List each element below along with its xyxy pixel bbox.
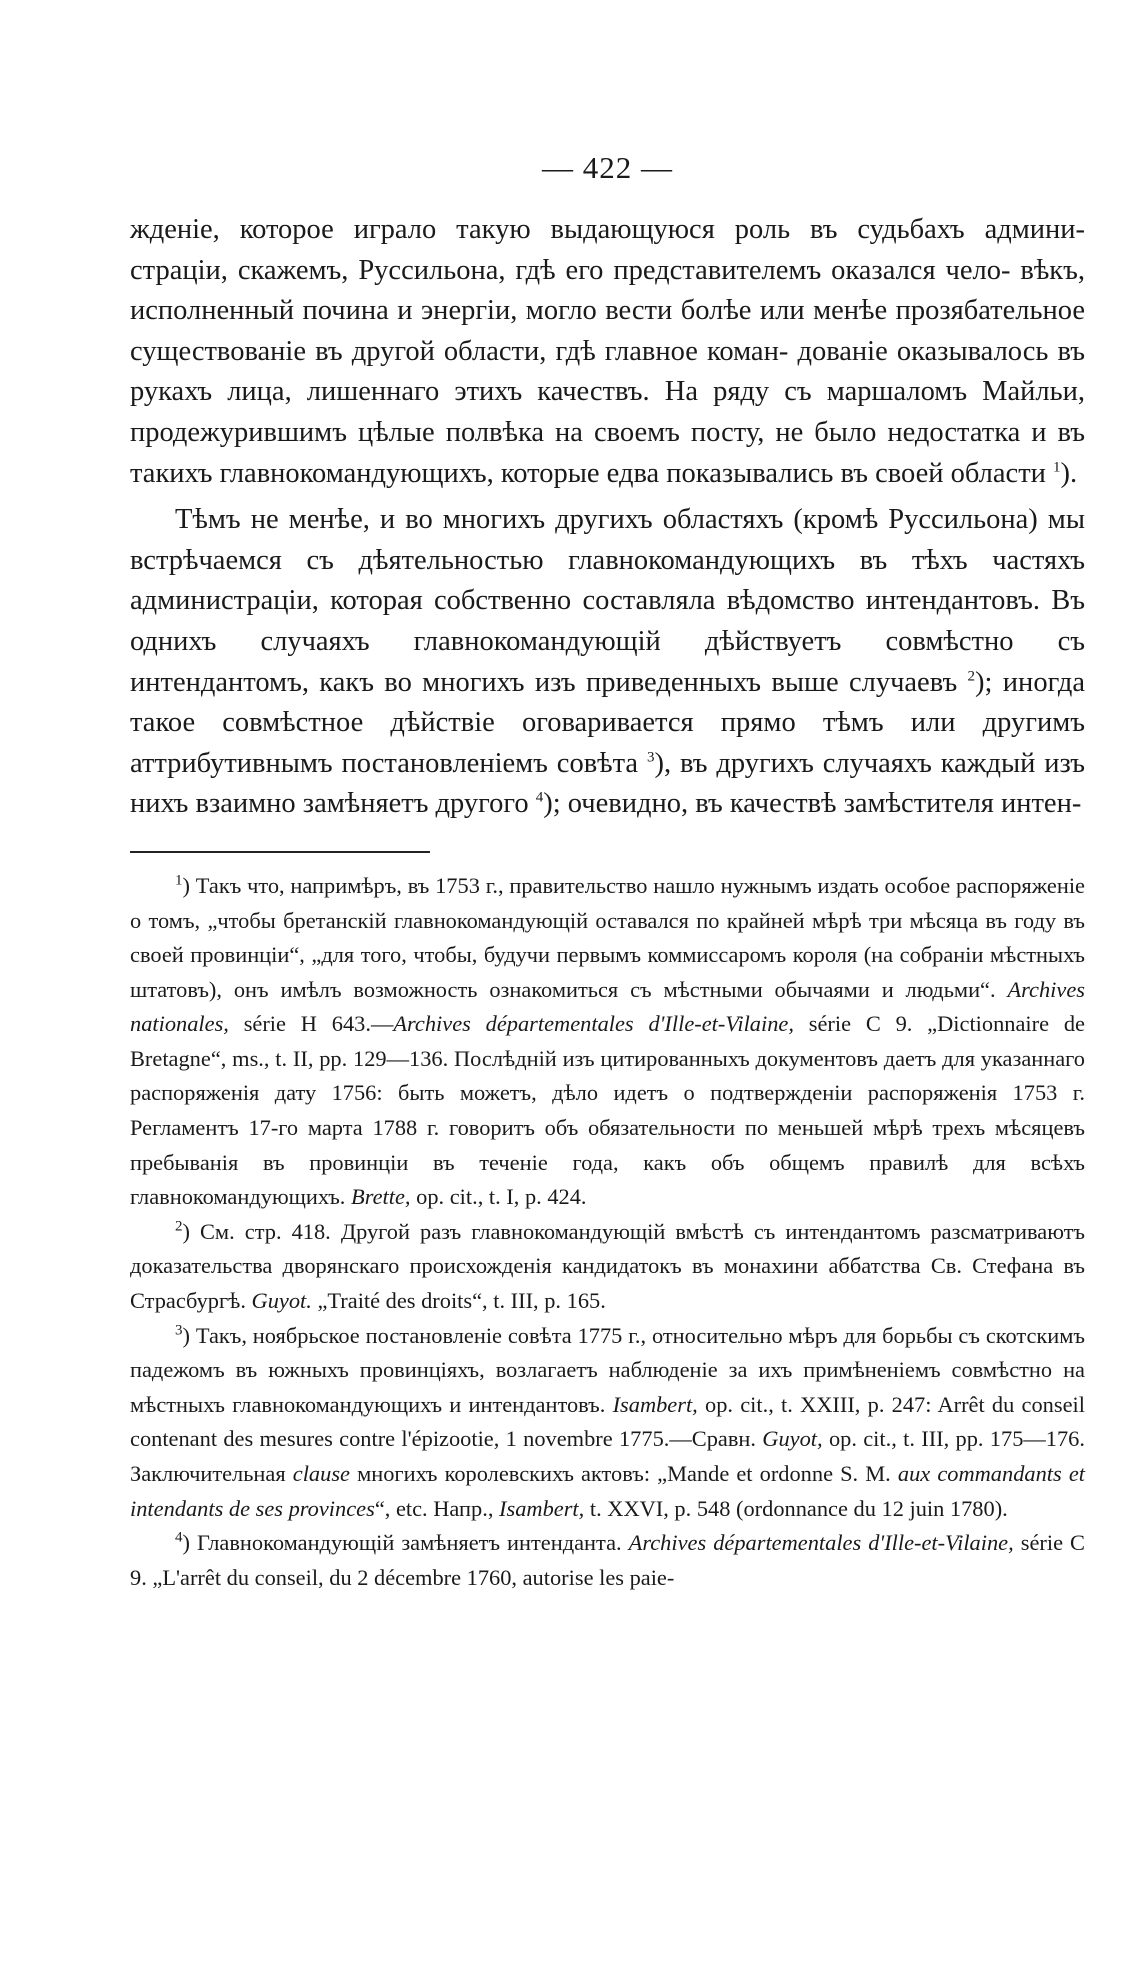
footnote-4-marker: 4 — [175, 1529, 183, 1546]
footnote-3-citation: Isambert, — [612, 1391, 698, 1417]
footnote-4 — [130, 1526, 1085, 1595]
footnote-3-text: op. cit., t. XXIII, p. 247: Arrêt du conseil contenant des mesures contre l'épizootie, 1 novembre 1775.—Сравн. — [130, 1391, 1085, 1452]
footnote-3-citation: aux commandants et intendants de ses provinces — [130, 1461, 1085, 1521]
footnote-ref-1: 1 — [1053, 459, 1061, 476]
p2-text-a: Тѣмъ не менѣе, и во многихъ другихъ областяхъ (кромѣ Руссильона) мы встрѣчаемся съ дѣятельностью главнокомандующихъ въ тѣхъ частяхъ администраціи, которая собственно составляла вѣдомство интендантовъ. Въ однихъ случаяхъ главнокомандующій дѣйствуетъ совмѣстно съ интендантомъ, какъ во многихъ изъ приведенныхъ выше случаевъ — [130, 504, 1085, 698]
p2-text-c: ), въ другихъ случаяхъ каждый изъ нихъ взаимно замѣняетъ другого — [130, 747, 1085, 820]
p1-line-5: дованіе оказывалось въ рукахъ лица, лишеннаго этихъ качествъ. — [130, 335, 1085, 408]
footnote-1 — [130, 869, 1085, 1215]
footnote-2-text: „Traité des droits“, t. III, p. 165. — [317, 1288, 606, 1314]
main-text — [130, 210, 1085, 825]
footnote-ref-4: 4 — [535, 789, 544, 806]
footnote-1-text: série C 9. „Dictionnaire de Bretagne“, ms., t. II, pp. 129—136. Послѣдній изъ цитированныхъ документовъ даетъ для указаннаго распоряженія дату 1756: быть можетъ, дѣло идетъ о подтвержденіи распоряженія 1753 г. Регламентъ 17-го марта 1788 г. говоритъ объ обязательности по меньшей мѣрѣ трехъ мѣсяцевъ пребыванія въ провинціи въ теченіе года, какъ объ общемъ правилѣ для всѣхъ главнокомандующихъ. — [130, 1011, 1085, 1210]
footnote-1-citation: Brette, — [351, 1184, 411, 1210]
footnote-3-text: op. cit., t. III, pp. 175—176. Заключительная — [130, 1426, 1085, 1486]
book-page — [130, 150, 1085, 1595]
footnote-2-citation: Guyot. — [251, 1288, 312, 1314]
footnote-1-citation: Archives nationales, — [130, 976, 1085, 1037]
p1-line-7: своемъ посту, не было недостатка и въ такихъ главнокомандующихъ, — [130, 416, 1086, 489]
footnote-2 — [130, 1215, 1085, 1319]
footnote-1-text: ) Такъ что, напримѣръ, въ 1753 г., правительство нашло нужнымъ издать особое распоряженіе о томъ, „чтобы бретанскій главнокомандующій оставался по крайней мѣрѣ три мѣсяца въ году въ своей провинціи“, „для того, чтобы, будучи первымъ коммиссаромъ короля (на собраніи мѣстныхъ штатовъ), онъ имѣлъ возможность ознакомиться съ мѣстными обычаями и людьми“. — [130, 872, 1085, 1002]
footnote-3 — [130, 1319, 1085, 1527]
footnote-4-citation: Archives départementales d'Ille-et-Vilaine, — [628, 1530, 1014, 1556]
p1-line-4: прозябательное существованіе въ другой области, гдѣ главное коман- — [130, 295, 1085, 367]
footnote-3-citation: clause — [292, 1461, 350, 1486]
footnote-4-text: série C 9. „L'arrêt du conseil, du 2 décembre 1760, autorise les paie- — [130, 1530, 1085, 1590]
footnote-divider — [130, 851, 430, 853]
footnote-ref-2: 2 — [967, 668, 976, 685]
paragraph-2 — [130, 500, 1085, 825]
footnotes — [130, 869, 1085, 1595]
p2-text-d: ); очевидно, въ качествѣ замѣстителя интен- — [543, 788, 1082, 820]
footnote-2-marker: 2 — [175, 1218, 183, 1235]
p1-line-6: На ряду съ маршаломъ Майльи, продежурившимъ цѣлые полвѣка на — [130, 376, 1085, 448]
footnote-1-text: série H 643.— — [243, 1011, 394, 1037]
paragraph-1 — [130, 210, 1085, 494]
p2-text-b: ); иногда такое совмѣстное дѣйствіе оговаривается прямо тѣмъ или другимъ аттрибутивнымъ постановленіемъ совѣта — [130, 666, 1085, 779]
footnote-1-marker: 1 — [175, 872, 183, 889]
page-number: — 422 — — [542, 150, 673, 185]
footnote-3-text: многихъ королевскихъ актовъ: „Mande et ordonne S. M. — [357, 1461, 891, 1486]
footnote-3-citation: Guyot, — [762, 1426, 823, 1452]
footnote-3-text: t. XXVI, p. 548 (ordonnance du 12 juin 1780). — [589, 1495, 1008, 1521]
footnote-3-text: “, etc. Напр., — [374, 1495, 494, 1521]
p1-line-2: страціи, скажемъ, Руссильона, гдѣ его представителемъ оказался чело- — [130, 254, 1011, 286]
footnote-1-citation: Archives départementales d'Ille-et-Vilaine, — [393, 1011, 794, 1037]
p1-end: ). — [1060, 457, 1078, 489]
footnote-3-marker: 3 — [175, 1322, 183, 1339]
p1-line-1: жденіе, которое играло такую выдающуюся роль въ судьбахъ админи- — [130, 214, 1085, 245]
p1-line-3: вѣкъ, исполненный почина и энергіи, могло вести болѣе или менѣе — [130, 254, 1085, 327]
footnote-4-text: ) Главнокомандующій замѣняетъ интенданта. — [182, 1530, 622, 1556]
footnote-1-text: op. cit., t. I, p. 424. — [416, 1184, 587, 1210]
footnote-3-text: ) Такъ, ноябрьское постановленіе совѣта 1775 г., относительно мѣръ для борьбы съ скотскимъ падежомъ въ южныхъ провинціяхъ, возлагаетъ наблюденіе за ихъ примѣненіемъ совмѣстно на мѣстныхъ главнокомандующихъ и интендантовъ. — [130, 1322, 1085, 1417]
footnote-2-text: ) См. стр. 418. Другой разъ главнокомандующій вмѣстѣ съ интендантомъ разсматриваютъ доказательства дворянскаго происхожденія кандидатокъ въ монахини аббатства Св. Стефана въ Страсбургѣ. — [130, 1218, 1085, 1314]
footnote-ref-3: 3 — [646, 749, 655, 766]
footnote-3-citation: Isambert, — [499, 1495, 585, 1521]
p1-line-8: которые едва показывались въ своей области — [500, 457, 1046, 489]
